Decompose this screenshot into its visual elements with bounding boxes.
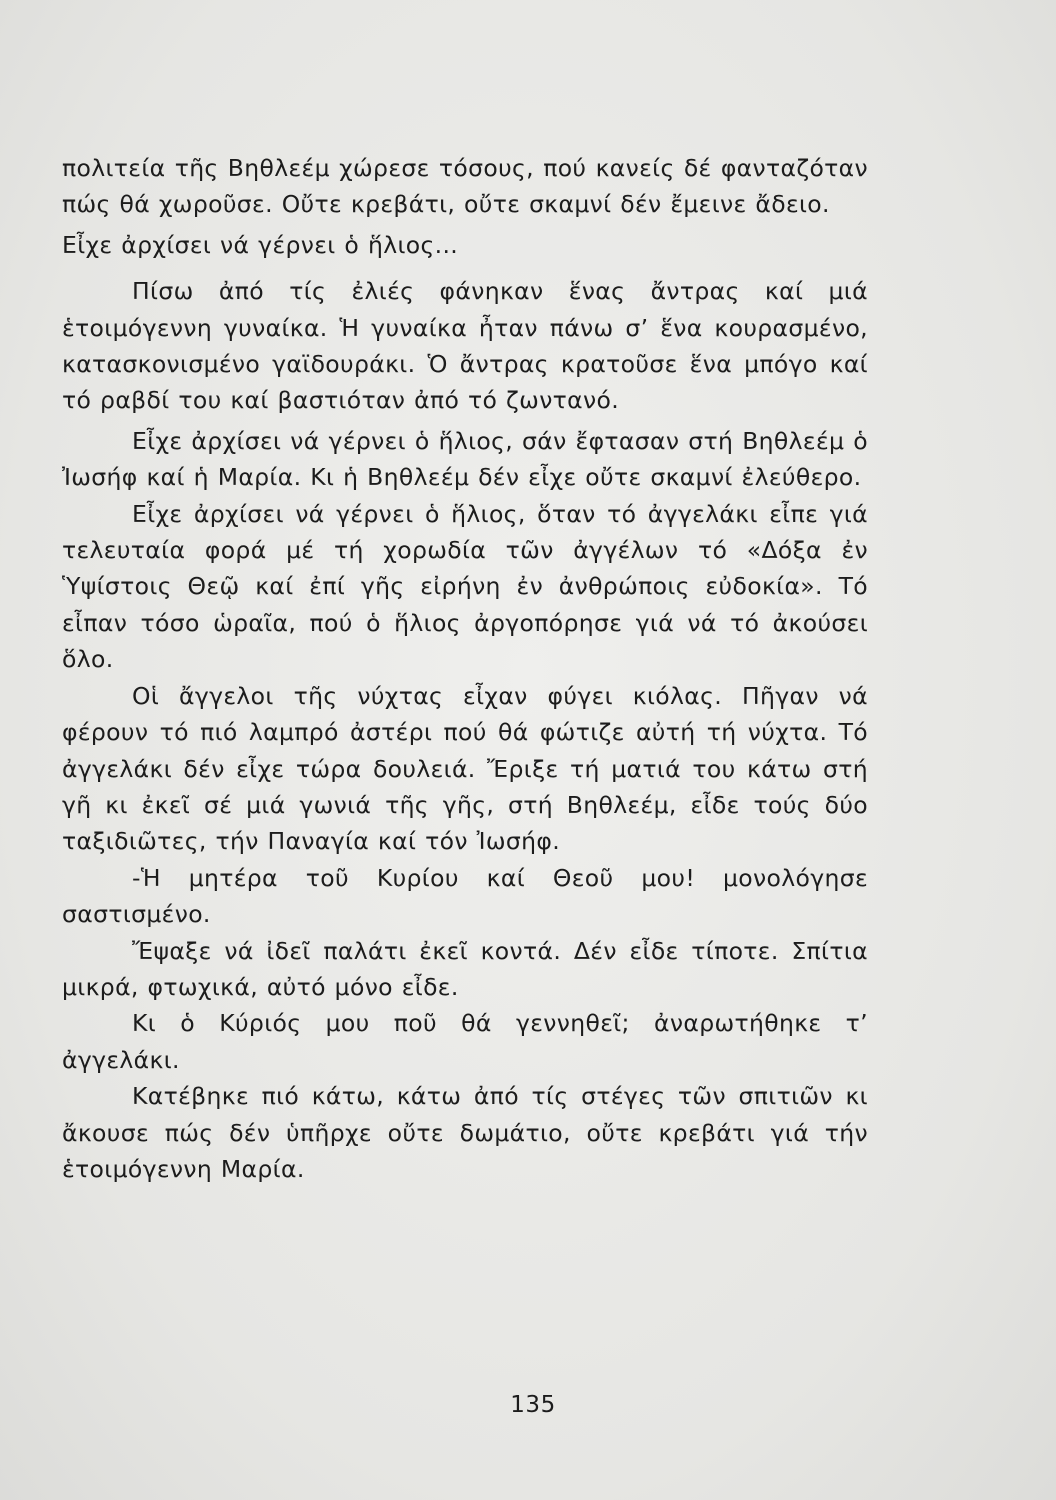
paragraph-10: Κατέβηκε πιό κάτω, κάτω ἀπό τίς στέγες τῶν σπιτιῶν κι ἄκουσε πώς δέν ὑπῆρχε οὔτε δωμάτιο, οὔτε κρεβάτι γιά τήν ἑτοιμόγεννη Μαρία. — [62, 1082, 868, 1183]
paragraph-4: Εἶχε ἀρχίσει νά γέρνει ὁ ἥλιος, σάν ἔφτασαν στή Βηθλεέμ ὁ Ἰωσήφ καί ἡ Μαρία. Κι ἡ Βηθλεέμ δέν εἶχε οὔτε σκαμνί ἐλεύθερο. — [62, 426, 868, 492]
body-text — [62, 150, 868, 1187]
paragraph-1: πολιτεία τῆς Βηθλεέμ χώρεσε τόσους, πού κανείς δέ φανταζόταν πώς θά χωροῦσε. Οὔτε κρεβάτι, οὔτε σκαμνί δέν ἔμεινε ἄδειο. — [62, 154, 868, 219]
paragraph-2: Εἶχε ἀρχίσει νά γέρνει ὁ ἥλιος... — [62, 230, 459, 259]
paragraph-3: Πίσω ἀπό τίς ἐλιές φάνηκαν ἕνας ἄντρας καί μιά ἑτοιμόγεννη γυναίκα. Ἡ γυναίκα ἦταν πάνω σ’ ἕνα κουρασμένο, κατασκονισμένο γαϊδουράκι. Ὁ ἄντρας κρατοῦσε ἕνα μπόγο καί τό ραβδί του καί βαστιόταν ἀπό τό ζωντανό. — [62, 277, 868, 415]
paragraph-8: Ἔψαξε νά ἰδεῖ παλάτι ἐκεῖ κοντά. Δέν εἶδε τίποτε. Σπίτια μικρά, φτωχικά, αὐτό μόνο εἶδε. — [62, 936, 868, 1001]
page-number: 135 — [510, 1392, 556, 1418]
paragraph-7: -Ἡ μητέρα τοῦ Κυρίου καί Θεοῦ μου! μονολόγησε σαστισμένο. — [62, 863, 868, 929]
paragraph-9: Κι ὁ Κύριός μου ποῦ θά γεννηθεῖ; ἀναρωτήθηκε τ’ ἀγγελάκι. — [62, 1009, 868, 1074]
paragraph-6: Οἱ ἄγγελοι τῆς νύχτας εἶχαν φύγει κιόλας. Πῆγαν νά φέρουν τό πιό λαμπρό ἀστέρι πού θά φώτιζε αὐτή τή νύχτα. Τό ἀγγελάκι δέν εἶχε τώρα δουλειά. Ἔριξε τή ματιά του κάτω στή γῆ κι ἐκεῖ σέ μιά γωνιά τῆς γῆς, στή Βηθλεέμ, εἶδε τούς δύο ταξιδιῶτες, τήν Παναγία καί τόν Ἰωσήφ. — [62, 681, 868, 856]
paragraph-5: Εἶχε ἀρχίσει νά γέρνει ὁ ἥλιος, ὅταν τό ἀγγελάκι εἶπε γιά τελευταία φορά μέ τή χορωδία τῶν ἀγγέλων τό «Δόξα ἐν Ὑψίστοις Θεῷ καί ἐπί γῆς εἰρήνη ἐν ἀνθρώποις εὐδοκία». Τό εἶπαν τόσο ὡραῖα, πού ὁ ἥλιος ἀργοπόρησε γιά νά τό ἀκούσει ὅλο. — [62, 499, 868, 674]
